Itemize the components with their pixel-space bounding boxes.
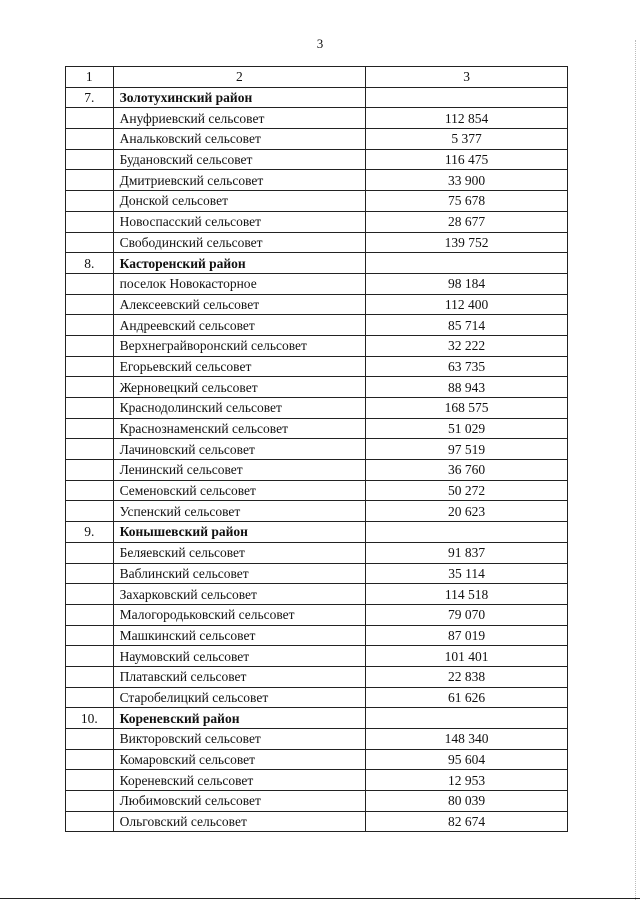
scan-edge-bottom bbox=[0, 898, 640, 899]
allocation-table bbox=[65, 66, 568, 832]
table-row bbox=[66, 791, 568, 812]
amount-cell: 85 714 bbox=[366, 315, 568, 336]
settlement-name-cell: Анальковский сельсовет bbox=[113, 129, 366, 150]
settlement-name-cell: Андреевский сельсовет bbox=[113, 315, 366, 336]
row-number-cell bbox=[66, 749, 114, 770]
row-number-cell: 9. bbox=[66, 522, 114, 543]
district-row bbox=[66, 253, 568, 274]
table-row bbox=[66, 460, 568, 481]
amount-cell: 61 626 bbox=[366, 687, 568, 708]
amount-cell: 114 518 bbox=[366, 584, 568, 605]
row-number-cell: 7. bbox=[66, 87, 114, 108]
settlement-name-cell: Донской сельсовет bbox=[113, 191, 366, 212]
row-number-cell bbox=[66, 273, 114, 294]
row-number-cell bbox=[66, 646, 114, 667]
row-number-cell bbox=[66, 149, 114, 170]
settlement-name-cell: Ваблинский сельсовет bbox=[113, 563, 366, 584]
amount-cell: 98 184 bbox=[366, 273, 568, 294]
amount-cell: 20 623 bbox=[366, 501, 568, 522]
amount-cell: 148 340 bbox=[366, 729, 568, 750]
district-row bbox=[66, 522, 568, 543]
amount-cell: 51 029 bbox=[366, 418, 568, 439]
table-row bbox=[66, 501, 568, 522]
row-number-cell bbox=[66, 211, 114, 232]
row-number-cell bbox=[66, 398, 114, 419]
row-number-cell bbox=[66, 439, 114, 460]
row-number-cell bbox=[66, 687, 114, 708]
table-row bbox=[66, 625, 568, 646]
district-name-cell: Касторенский район bbox=[113, 253, 366, 274]
settlement-name-cell: Викторовский сельсовет bbox=[113, 729, 366, 750]
settlement-name-cell: Новоспасский сельсовет bbox=[113, 211, 366, 232]
row-number-cell bbox=[66, 418, 114, 439]
settlement-name-cell: Ленинский сельсовет bbox=[113, 460, 366, 481]
settlement-name-cell: Лачиновский сельсовет bbox=[113, 439, 366, 460]
district-name-cell: Кореневский район bbox=[113, 708, 366, 729]
amount-cell: 87 019 bbox=[366, 625, 568, 646]
header-col-3: 3 bbox=[366, 67, 568, 88]
row-number-cell bbox=[66, 584, 114, 605]
table-row bbox=[66, 770, 568, 791]
row-number-cell bbox=[66, 729, 114, 750]
settlement-name-cell: Комаровский сельсовет bbox=[113, 749, 366, 770]
table-row bbox=[66, 356, 568, 377]
table-row bbox=[66, 170, 568, 191]
amount-cell: 36 760 bbox=[366, 460, 568, 481]
district-name-cell: Золотухинский район bbox=[113, 87, 366, 108]
row-number-cell bbox=[66, 542, 114, 563]
amount-cell: 33 900 bbox=[366, 170, 568, 191]
row-number-cell bbox=[66, 232, 114, 253]
amount-cell bbox=[366, 87, 568, 108]
settlement-name-cell: Любимовский сельсовет bbox=[113, 791, 366, 812]
row-number-cell bbox=[66, 625, 114, 646]
district-name-cell: Конышевский район bbox=[113, 522, 366, 543]
district-row bbox=[66, 708, 568, 729]
row-number-cell bbox=[66, 666, 114, 687]
table-row bbox=[66, 604, 568, 625]
table-row bbox=[66, 129, 568, 150]
table-row bbox=[66, 191, 568, 212]
settlement-name-cell: Ольговский сельсовет bbox=[113, 811, 366, 832]
amount-cell: 91 837 bbox=[366, 542, 568, 563]
amount-cell: 12 953 bbox=[366, 770, 568, 791]
table-header-row bbox=[66, 67, 568, 88]
settlement-name-cell: Жерновецкий сельсовет bbox=[113, 377, 366, 398]
settlement-name-cell: Старобелицкий сельсовет bbox=[113, 687, 366, 708]
settlement-name-cell: Платавский сельсовет bbox=[113, 666, 366, 687]
settlement-name-cell: Захарковский сельсовет bbox=[113, 584, 366, 605]
table-row bbox=[66, 108, 568, 129]
settlement-name-cell: Ануфриевский сельсовет bbox=[113, 108, 366, 129]
settlement-name-cell: поселок Новокасторное bbox=[113, 273, 366, 294]
amount-cell bbox=[366, 253, 568, 274]
table-row bbox=[66, 480, 568, 501]
table-row bbox=[66, 666, 568, 687]
amount-cell bbox=[366, 522, 568, 543]
table-row bbox=[66, 584, 568, 605]
scan-edge-right bbox=[634, 40, 636, 900]
row-number-cell bbox=[66, 315, 114, 336]
settlement-name-cell: Малогородьковский сельсовет bbox=[113, 604, 366, 625]
settlement-name-cell: Дмитриевский сельсовет bbox=[113, 170, 366, 191]
amount-cell: 82 674 bbox=[366, 811, 568, 832]
row-number-cell bbox=[66, 294, 114, 315]
settlement-name-cell: Краснознаменский сельсовет bbox=[113, 418, 366, 439]
row-number-cell bbox=[66, 770, 114, 791]
settlement-name-cell: Егорьевский сельсовет bbox=[113, 356, 366, 377]
amount-cell: 112 400 bbox=[366, 294, 568, 315]
table-row bbox=[66, 232, 568, 253]
settlement-name-cell: Семеновский сельсовет bbox=[113, 480, 366, 501]
row-number-cell bbox=[66, 791, 114, 812]
settlement-name-cell: Наумовский сельсовет bbox=[113, 646, 366, 667]
settlement-name-cell: Машкинский сельсовет bbox=[113, 625, 366, 646]
amount-cell: 112 854 bbox=[366, 108, 568, 129]
settlement-name-cell: Краснодолинский сельсовет bbox=[113, 398, 366, 419]
amount-cell: 116 475 bbox=[366, 149, 568, 170]
header-col-1: 1 bbox=[66, 67, 114, 88]
amount-cell bbox=[366, 708, 568, 729]
row-number-cell bbox=[66, 604, 114, 625]
table-row bbox=[66, 211, 568, 232]
row-number-cell bbox=[66, 460, 114, 481]
row-number-cell bbox=[66, 191, 114, 212]
table-row bbox=[66, 315, 568, 336]
settlement-name-cell: Будановский сельсовет bbox=[113, 149, 366, 170]
amount-cell: 32 222 bbox=[366, 335, 568, 356]
settlement-name-cell: Кореневский сельсовет bbox=[113, 770, 366, 791]
amount-cell: 79 070 bbox=[366, 604, 568, 625]
amount-cell: 75 678 bbox=[366, 191, 568, 212]
amount-cell: 5 377 bbox=[366, 129, 568, 150]
amount-cell: 101 401 bbox=[366, 646, 568, 667]
row-number-cell bbox=[66, 811, 114, 832]
row-number-cell bbox=[66, 480, 114, 501]
amount-cell: 50 272 bbox=[366, 480, 568, 501]
table-row bbox=[66, 729, 568, 750]
amount-cell: 22 838 bbox=[366, 666, 568, 687]
row-number-cell bbox=[66, 501, 114, 522]
amount-cell: 168 575 bbox=[366, 398, 568, 419]
row-number-cell: 10. bbox=[66, 708, 114, 729]
amount-cell: 95 604 bbox=[366, 749, 568, 770]
table-body bbox=[66, 67, 568, 832]
header-col-2: 2 bbox=[113, 67, 366, 88]
table-row bbox=[66, 418, 568, 439]
table-row bbox=[66, 377, 568, 398]
district-row bbox=[66, 87, 568, 108]
table-row bbox=[66, 749, 568, 770]
table-row bbox=[66, 335, 568, 356]
amount-cell: 88 943 bbox=[366, 377, 568, 398]
row-number-cell bbox=[66, 563, 114, 584]
settlement-name-cell: Верхнеграйворонский сельсовет bbox=[113, 335, 366, 356]
table-row bbox=[66, 687, 568, 708]
table-row bbox=[66, 439, 568, 460]
settlement-name-cell: Алексеевский сельсовет bbox=[113, 294, 366, 315]
table-row bbox=[66, 811, 568, 832]
amount-cell: 139 752 bbox=[366, 232, 568, 253]
settlement-name-cell: Свободинский сельсовет bbox=[113, 232, 366, 253]
amount-cell: 35 114 bbox=[366, 563, 568, 584]
row-number-cell bbox=[66, 377, 114, 398]
row-number-cell bbox=[66, 129, 114, 150]
row-number-cell bbox=[66, 335, 114, 356]
row-number-cell: 8. bbox=[66, 253, 114, 274]
settlement-name-cell: Успенский сельсовет bbox=[113, 501, 366, 522]
table-row bbox=[66, 398, 568, 419]
settlement-name-cell: Беляевский сельсовет bbox=[113, 542, 366, 563]
row-number-cell bbox=[66, 170, 114, 191]
table-row bbox=[66, 273, 568, 294]
table-row bbox=[66, 149, 568, 170]
page-number: 3 bbox=[316, 36, 324, 51]
amount-cell: 63 735 bbox=[366, 356, 568, 377]
table-row bbox=[66, 294, 568, 315]
row-number-cell bbox=[66, 108, 114, 129]
amount-cell: 80 039 bbox=[366, 791, 568, 812]
amount-cell: 28 677 bbox=[366, 211, 568, 232]
table-row bbox=[66, 563, 568, 584]
amount-cell: 97 519 bbox=[366, 439, 568, 460]
table-row bbox=[66, 646, 568, 667]
table-row bbox=[66, 542, 568, 563]
row-number-cell bbox=[66, 356, 114, 377]
